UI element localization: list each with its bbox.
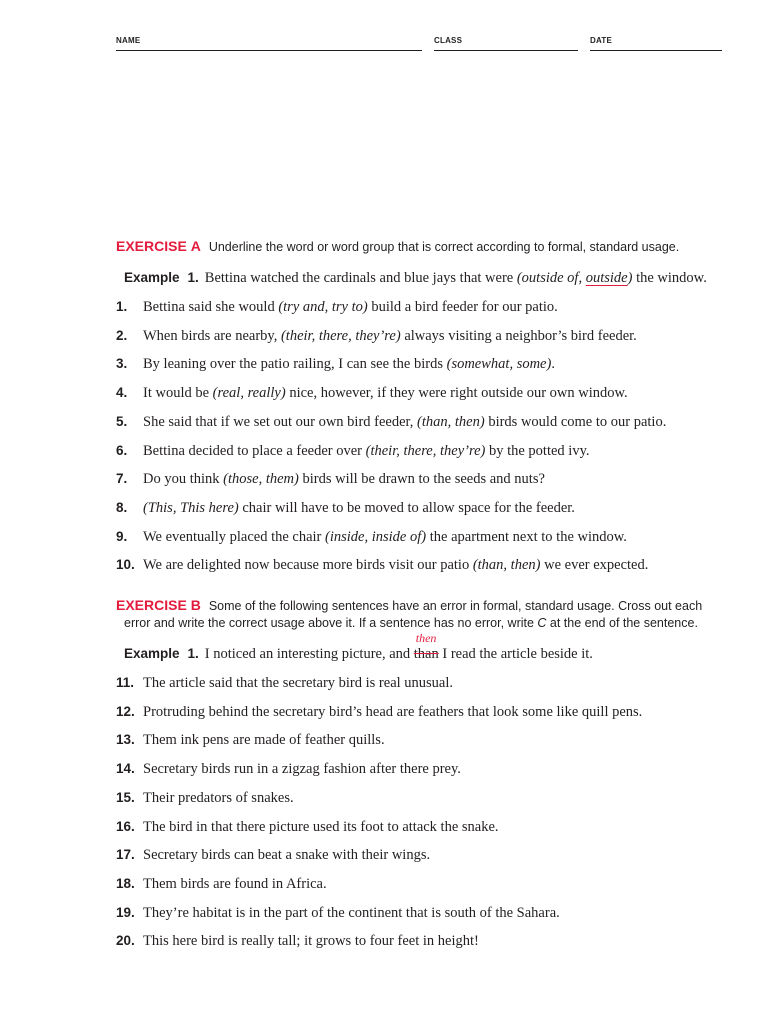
item-text-after: nice, however, if they were right outside our own window.	[285, 385, 628, 402]
item-options[interactable]: (than, then)	[417, 413, 485, 430]
item-number: 7.	[116, 471, 128, 487]
exercise-a-item	[116, 383, 628, 403]
item-options[interactable]: (than, then)	[472, 557, 541, 574]
item-text-before: Bettina decided to place a feeder over	[143, 442, 366, 459]
exercise-b-item	[116, 845, 430, 865]
exercise-b-item	[116, 673, 453, 693]
item-number: 13.	[116, 732, 135, 748]
exercise-b-heading	[116, 597, 726, 632]
item-options[interactable]: (inside, inside of)	[325, 528, 427, 545]
item-number: 9.	[116, 528, 128, 544]
exercise-b-item	[116, 874, 327, 894]
name-label: NAME	[116, 36, 141, 45]
item-text-before: Bettina said she would	[143, 299, 279, 315]
exercise-b-item	[116, 817, 499, 837]
item-sentence[interactable]: Them birds are found in Africa.	[143, 875, 327, 892]
item-text-before: By leaning over the patio railing, I can see the birds	[143, 356, 447, 373]
item-text-after: by the potted ivy.	[485, 442, 590, 459]
name-field[interactable]	[116, 36, 422, 45]
exercise-a-example: Example 1. Bettina watched the cardinals and blue jays that were (outside of, outside) the window.	[124, 270, 707, 286]
item-number: 8.	[116, 499, 128, 515]
exercise-b-instructions-1: Some of the following sentences have an error in formal, standard usage. Cross out each	[208, 599, 703, 613]
exercise-b-instructions-2: error and write the correct usage above it. If a sentence has no error, write C at the end of the sentence.	[124, 616, 698, 630]
item-number: 20.	[116, 933, 135, 949]
exercise-a-item	[116, 326, 637, 346]
exercise-a-item	[116, 527, 627, 547]
exercise-b-example: Example 1. I noticed an interesting picture, and than then I read the article beside it.	[124, 631, 593, 662]
item-text-after: the apartment next to the window.	[426, 528, 627, 545]
class-line	[434, 50, 578, 51]
item-options[interactable]: (real, really)	[212, 385, 286, 402]
exercise-a-heading	[116, 238, 726, 256]
item-sentence[interactable]: Secretary birds run in a zigzag fashion after there prey.	[143, 761, 461, 778]
item-sentence[interactable]: They’re habitat is in the part of the continent that is south of the Sahara.	[143, 904, 560, 921]
exercise-b-item	[116, 702, 642, 722]
item-number: 1.	[116, 299, 128, 314]
example-label: Example	[124, 646, 180, 661]
exercise-a-item	[116, 469, 545, 489]
item-text-after: .	[551, 356, 555, 373]
item-number: 3.	[116, 356, 128, 372]
name-line	[116, 50, 422, 51]
exercise-b-item	[116, 759, 461, 779]
item-text-before: We are delighted now because more birds visit our patio	[143, 557, 473, 574]
exercise-b-item	[116, 730, 385, 750]
item-text-after: we ever expected.	[540, 557, 649, 574]
item-number: 6.	[116, 442, 128, 458]
crossed-out-word: than then	[413, 631, 439, 662]
item-number: 17.	[116, 847, 135, 863]
item-text-after: chair will have to be moved to allow space for the feeder.	[238, 499, 575, 516]
item-text-before: It would be	[143, 385, 213, 402]
item-text-before: We eventually placed the chair	[143, 528, 326, 545]
item-number: 11.	[116, 675, 135, 690]
date-line	[590, 50, 722, 51]
item-number: 5.	[116, 413, 128, 429]
exercise-a-label: EXERCISE A	[116, 238, 201, 254]
example-label: Example	[124, 270, 180, 285]
item-number: 16.	[116, 818, 135, 834]
example-underlined-answer: outside	[585, 270, 628, 286]
item-text-after: build a bird feeder for our patio.	[367, 299, 558, 315]
exercise-a-item	[116, 441, 590, 461]
item-sentence[interactable]: Them ink pens are made of feather quills.	[143, 732, 385, 749]
item-number: 14.	[116, 761, 135, 777]
exercise-a-item	[116, 412, 666, 432]
item-options[interactable]: (those, them)	[223, 471, 299, 488]
item-text-after: birds would come to our patio.	[484, 413, 667, 430]
class-label: CLASS	[434, 36, 463, 45]
item-number: 15.	[116, 789, 135, 805]
exercise-b-label: EXERCISE B	[116, 597, 201, 613]
item-number: 18.	[116, 875, 135, 891]
exercise-b-item	[116, 788, 294, 808]
item-sentence[interactable]: The article said that the secretary bird is real unusual.	[143, 675, 454, 691]
item-text-before: Do you think	[143, 471, 224, 488]
item-sentence[interactable]: Secretary birds can beat a snake with their wings.	[143, 847, 431, 864]
item-text-after: always visiting a neighbor’s bird feeder.	[400, 327, 637, 344]
class-field[interactable]	[434, 36, 578, 45]
item-text-before: When birds are nearby,	[143, 327, 281, 344]
item-options[interactable]: (somewhat, some)	[446, 356, 552, 373]
exercise-b-item	[116, 903, 560, 923]
item-text-before: She said that if we set out our own bird feeder,	[143, 413, 418, 430]
item-number: 19.	[116, 904, 135, 920]
correction-text: then	[415, 631, 437, 645]
exercise-a-instructions: Underline the word or word group that is correct according to formal, standard usage.	[208, 240, 680, 254]
item-sentence[interactable]: The bird in that there picture used its foot to attack the snake.	[143, 818, 499, 835]
item-sentence[interactable]: Protruding behind the secretary bird’s head are feathers that look some like quill pens.	[143, 703, 643, 720]
exercise-a-item	[116, 498, 575, 518]
item-sentence[interactable]: This here bird is really tall; it grows to four feet in height!	[143, 933, 479, 950]
item-options[interactable]: (their, there, they’re)	[365, 442, 486, 459]
item-number: 4.	[116, 385, 128, 401]
item-number: 10.	[116, 557, 135, 573]
item-options[interactable]: (This, This here)	[143, 499, 239, 516]
date-label: DATE	[590, 36, 612, 45]
item-text-after: birds will be drawn to the seeds and nuts?	[298, 471, 545, 488]
item-number: 12.	[116, 703, 135, 719]
item-number: 2.	[116, 327, 128, 343]
item-sentence[interactable]: Their predators of snakes.	[143, 789, 294, 806]
exercise-a-item	[116, 297, 558, 317]
exercise-a-item	[116, 555, 648, 575]
exercise-b-item	[116, 931, 479, 951]
item-options[interactable]: (their, there, they’re)	[280, 327, 401, 344]
item-options[interactable]: (try and, try to)	[278, 299, 368, 315]
exercise-a-item	[116, 354, 555, 374]
date-field[interactable]	[590, 36, 722, 45]
